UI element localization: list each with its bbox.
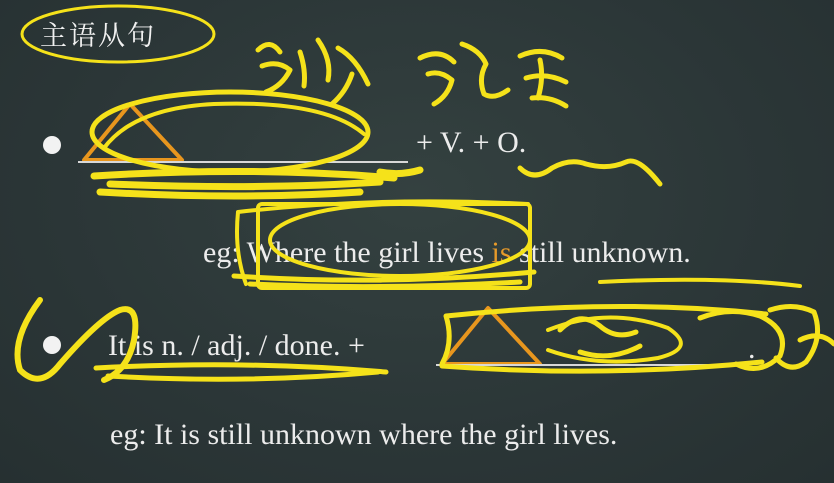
still-unknown-line (600, 280, 800, 286)
example-underline-scribble (234, 272, 534, 287)
pattern2-underline-scribble (96, 365, 386, 379)
clause2-right-scribble (700, 306, 834, 368)
pattern1-example (203, 236, 691, 270)
bullet-dot-icon (43, 136, 61, 154)
pattern2-trailing-period: . (748, 332, 756, 365)
subject-clause-blank (436, 364, 748, 366)
pattern1-example-highlight: is (491, 236, 512, 269)
pattern2-formula: It is n. / adj. / done. + (108, 329, 365, 362)
pattern1-underline-scribble (94, 170, 420, 196)
triangle-placeholder-icon (436, 304, 546, 370)
scribble-word-2 (420, 44, 508, 104)
scribble-word-1 (258, 40, 368, 104)
pattern1-formula: + V. + O. (416, 126, 527, 159)
scribble-word-3 (520, 51, 566, 106)
clause2-circle-annotation (548, 317, 681, 361)
subject-clause-blank (78, 161, 408, 163)
pattern1-example-prefix: eg: Where the girl lives (203, 236, 492, 269)
bullet-dot-icon (43, 336, 61, 354)
triangle-placeholder-icon (78, 100, 188, 166)
pattern2-example: eg: It is still unknown where the girl lives. (110, 418, 618, 451)
object-wave-annotation (520, 161, 660, 184)
pattern1-example-suffix: still unknown. (511, 236, 691, 269)
slide-title: 主语从句 (40, 21, 156, 52)
